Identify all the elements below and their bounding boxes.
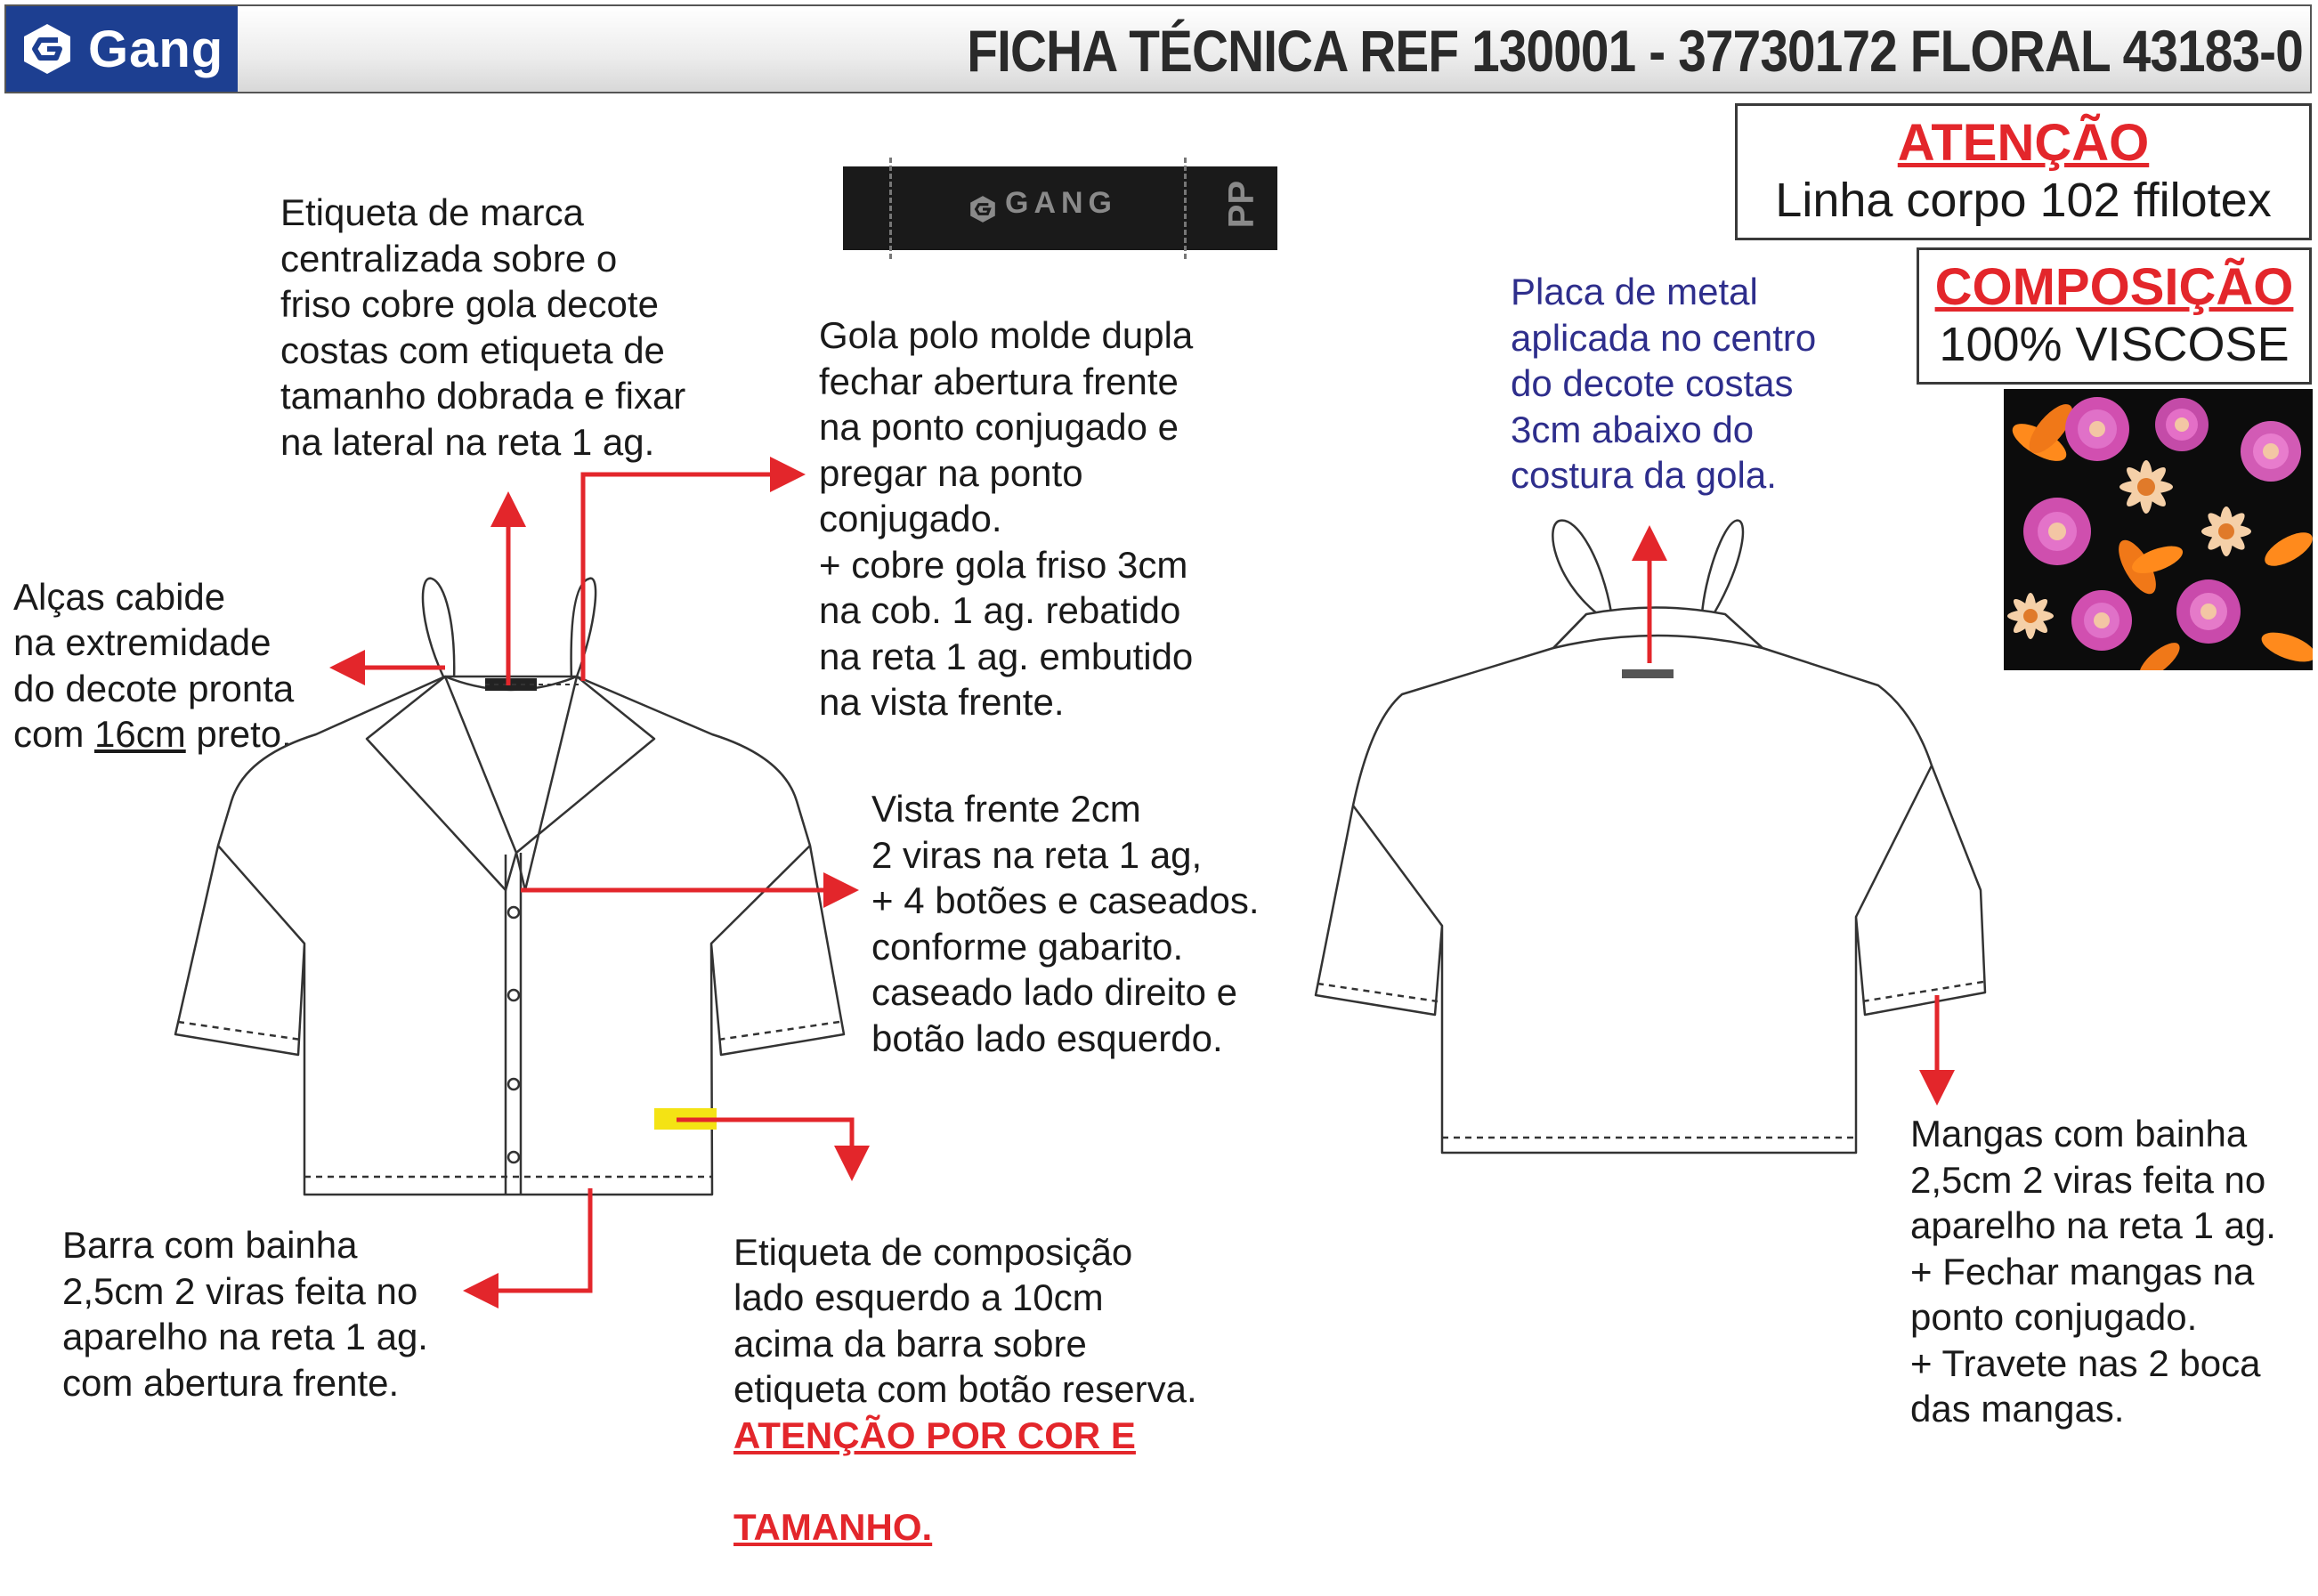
front-button-4 xyxy=(508,1152,519,1163)
color-size-warning-line-1: ATENÇÃO POR COR E xyxy=(733,1414,1136,1456)
back-shirt-body xyxy=(1316,608,1985,1154)
composition-label-text: Etiqueta de composição lado esquerdo a 10cm acima da barra sobre etiqueta com botão reserva. xyxy=(733,1230,1197,1410)
attention-text: Linha corpo 102 ffilotex xyxy=(1775,174,2272,227)
label-size-text: PP xyxy=(1221,180,1261,229)
front-button-2 xyxy=(508,990,519,1001)
note-collar: Gola polo molde dupla fechar abertura frente na ponto conjugado e pregar na ponto conjugado. + cobre gola friso 3cm na cob. 1 ag. rebatido na reta 1 ag. embutido na vista frente. xyxy=(819,314,1194,723)
composition-heading: COMPOSIÇÃO xyxy=(1934,258,2294,316)
composition-text: 100% VISCOSE xyxy=(1939,318,2290,371)
color-size-warning-line-2: TAMANHO. xyxy=(733,1505,933,1548)
note-placket: Vista frente 2cm 2 viras na reta 1 ag, + 4 botões e caseados. conforme gabarito. caseado lado direito e botão lado esquerdo. xyxy=(871,788,1260,1059)
note-metal-plate: Placa de metal aplicada no centro do decote costas 3cm abaixo do costura da gola. xyxy=(1511,271,1817,496)
back-metal-plate xyxy=(1622,669,1674,678)
back-hanger-loop-left xyxy=(1552,521,1611,614)
front-button-1 xyxy=(508,907,519,918)
hanger-text-2: preto. xyxy=(185,713,292,755)
label-brand-text: GANG xyxy=(1005,186,1117,220)
hanger-text-1: Alças cabide na extremidade do decote pronta com xyxy=(13,575,295,755)
note-hem: Barra com bainha 2,5cm 2 viras feita no aparelho na reta 1 ag. com abertura frente. xyxy=(62,1224,428,1404)
brand-name: Gang xyxy=(88,20,224,78)
front-neck-label xyxy=(485,678,537,691)
front-button-3 xyxy=(508,1079,519,1090)
page-title: FICHA TÉCNICA REF 130001 - 37730172 FLORAL 43183-0 xyxy=(967,18,2303,84)
note-sleeves: Mangas com bainha 2,5cm 2 viras feita no aparelho na reta 1 ag. + Fechar mangas na ponto conjugado. + Travete nas 2 boca das mangas. xyxy=(1910,1113,2276,1430)
hanger-measure: 16cm xyxy=(94,713,186,755)
front-shirt-body xyxy=(175,676,844,1195)
arrow-hem xyxy=(472,1188,590,1291)
arrow-collar xyxy=(583,474,797,681)
attention-heading: ATENÇÃO xyxy=(1897,114,2150,172)
back-hanger-loop-right xyxy=(1702,521,1743,614)
note-brand-label: Etiqueta de marca centralizada sobre o friso cobre gola decote costas com etiqueta de tamanho dobrada e fixar na lateral na reta 1 ag. xyxy=(280,191,686,463)
